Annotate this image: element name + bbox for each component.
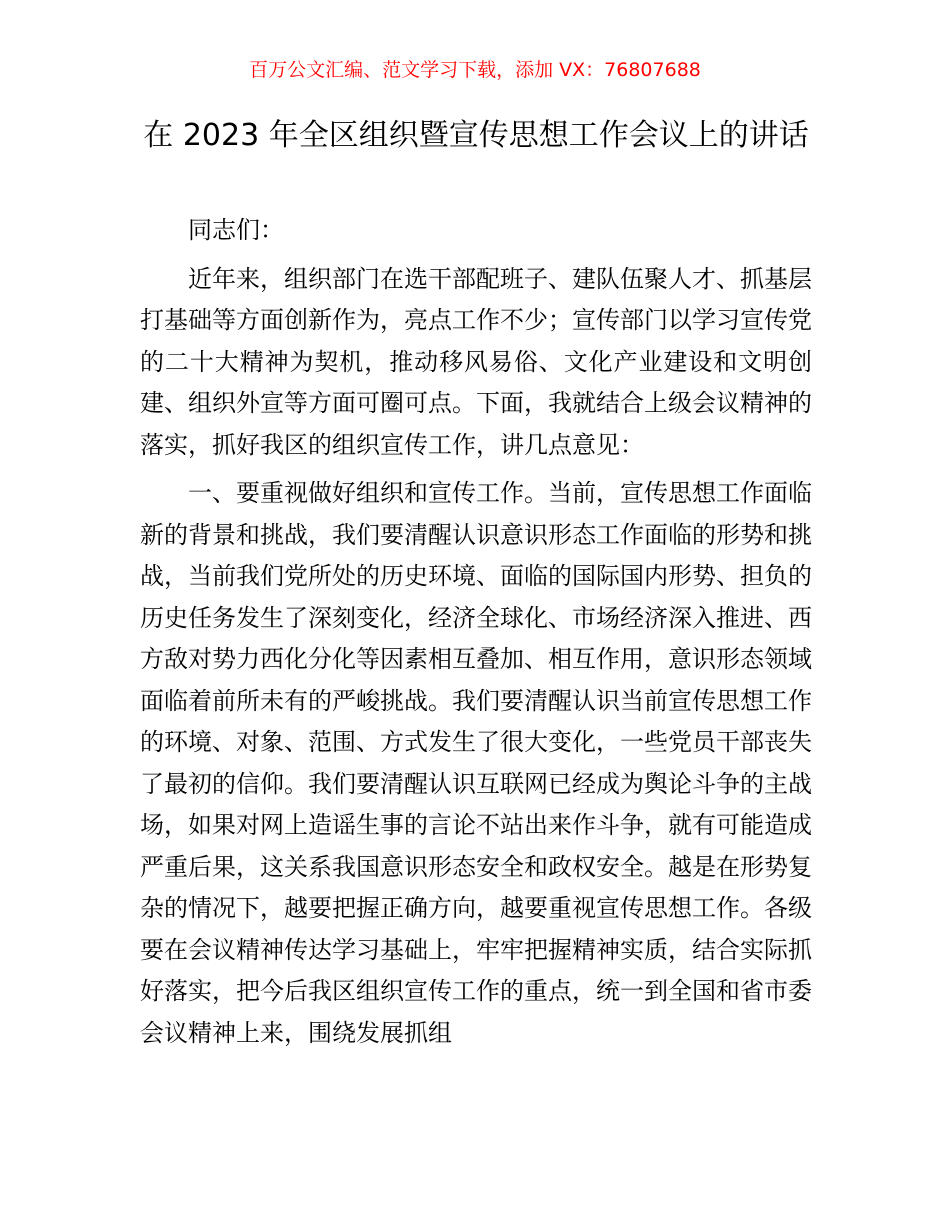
document-title: 在 2023 年全区组织暨宣传思想工作会议上的讲话 [143,118,809,153]
document-body [140,210,812,1061]
header-banner: 百万公文汇编、范文学习下载，添加 VX：76807688 [249,59,701,81]
paragraph-section-one: 一、要重视做好组织和宣传工作。当前，宣传思想工作面临新的背景和挑战，我们要清醒认识意识形态工作面临的形势和挑战，当前我们党所处的历史环境、面临的国际国内形势、担负的历史任务发生了深刻变化，经济全球化、市场经济深入推进、西方敌对势力西化分化等因素相互叠加、相互作用，意识形态领域面临着前所未有的严峻挑战。我们要清醒认识当前宣传思想工作的环境、对象、范围、方式发生了很大变化，一些党员干部丧失了最初的信仰。我们要清醒认识互联网已经成为舆论斗争的主战场，如果对网上造谣生事的言论不站出来作斗争，就有可能造成严重后果，这关系我国意识形态安全和政权安全。越是在形势复杂的情况下，越要把握正确方向，越要重视宣传思想工作。各级要在会议精神传达学习基础上，牢牢把握精神实质，结合实际抓好落实，把今后我区组织宣传工作的重点，统一到全国和省市委会议精神上来，围绕发展抓组 [140,479,812,1047]
salutation: 同志们： [188,216,284,244]
paragraph-intro: 近年来，组织部门在选干部配班子、建队伍聚人才、抓基层打基础等方面创新作为，亮点工作不少；宣传部门以学习宣传党的二十大精神为契机，推动移风易俗、文化产业建设和文明创建、组织外宣等方面可圈可点。下面，我就结合上级会议精神的落实，抓好我区的组织宣传工作，讲几点意见： [140,264,812,459]
